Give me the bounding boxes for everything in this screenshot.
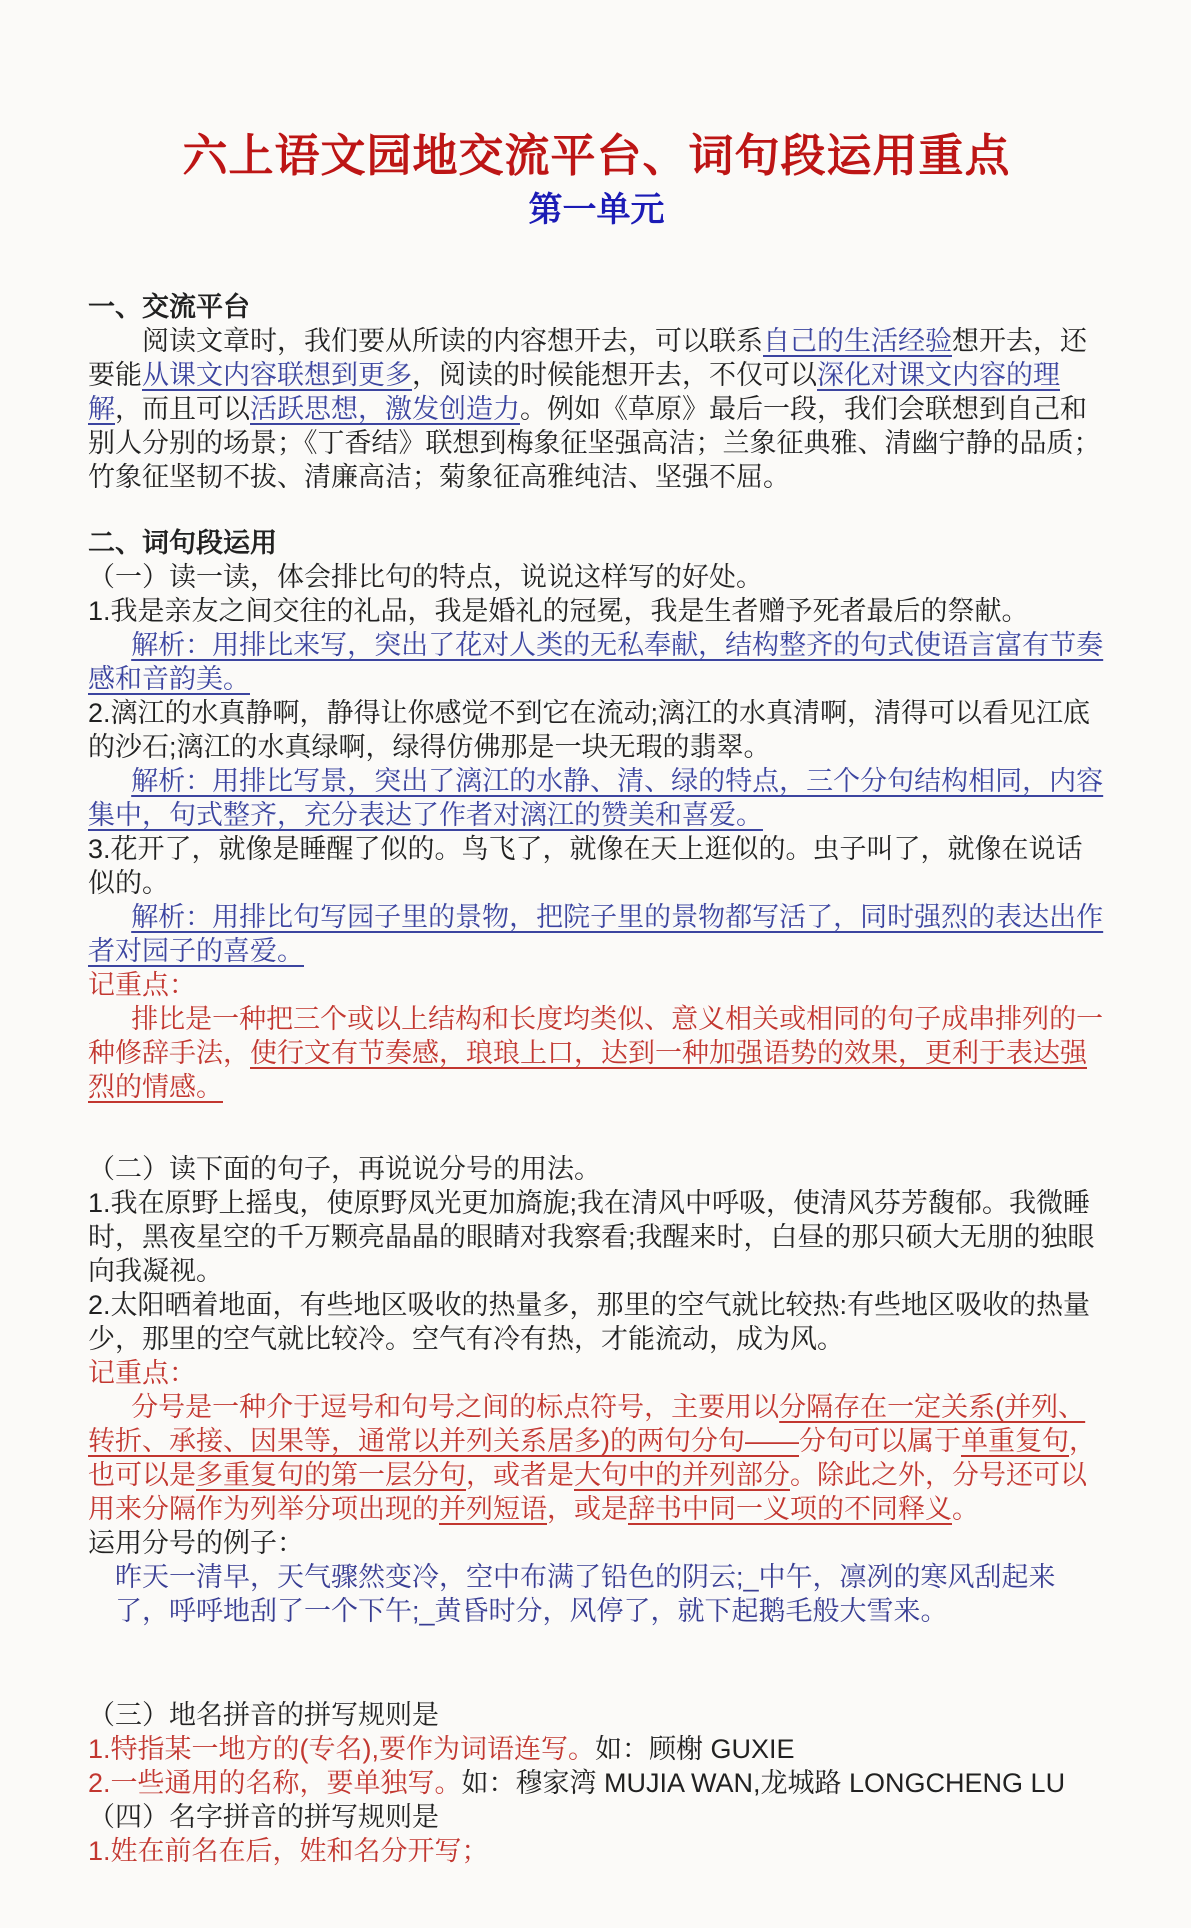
para-semicolon-example bbox=[115, 1560, 1105, 1628]
text-segment: 解析：用排比句写园子里的景物，把院子里的景物都写活了，同时强烈的表达出作者对园子的喜爱。 bbox=[88, 902, 1104, 967]
text-segment: 如：顾榭 GUXIE bbox=[595, 1734, 795, 1765]
text-segment: 如：穆家湾 MUJIA WAN,龙城路 LONGCHENG LU bbox=[461, 1768, 1066, 1799]
item-3-2 bbox=[88, 1766, 1105, 1800]
text-segment: 解析：用排比写景，突出了漓江的水静、清、绿的特点，三个分句结构相同，内容集中，句式整齐，充分表达了作者对漓江的赞美和喜爱。 bbox=[88, 766, 1104, 831]
text-segment: 二、词句段运用 bbox=[88, 528, 277, 559]
text-segment: ，或者是 bbox=[466, 1460, 574, 1491]
para-key-point-1 bbox=[88, 1002, 1105, 1104]
text-segment: 大句中的并列部分 bbox=[574, 1460, 790, 1491]
text-segment: 。 bbox=[952, 1494, 979, 1525]
document-blocks bbox=[88, 290, 1105, 1868]
text-segment: 记重点： bbox=[88, 1358, 196, 1389]
page-subtitle: 第一单元 bbox=[528, 191, 665, 230]
page-title: 六上语文园地交流平台、词句段运用重点 bbox=[182, 130, 1011, 181]
text-segment: 单重复句 bbox=[961, 1426, 1069, 1457]
text-segment: （二）读下面的句子，再说说分号的用法。 bbox=[88, 1154, 601, 1185]
text-segment: 1.我是亲友之间交往的礼品，我是婚礼的冠冕，我是生者赠予死者最后的祭献。 bbox=[88, 596, 1029, 627]
text-segment: ，或是 bbox=[547, 1494, 628, 1525]
text-segment: 昨天一清早，天气骤然变冷，空中布满了铅色的阴云;_中午，凛冽的寒风刮起来了，呼呼地刮了一个下午;_黄昏时分，风停了，就下起鹅毛般大雪来。 bbox=[115, 1562, 1056, 1627]
item-2-1 bbox=[88, 1186, 1105, 1288]
text-segment: 2.太阳晒着地面，有些地区吸收的热量多，那里的空气就比较热:有些地区吸收的热量少，那里的空气就比较冷。空气有冷有热，才能流动，成为风。 bbox=[88, 1290, 1091, 1355]
text-segment: ，而且可以 bbox=[115, 394, 250, 425]
text-segment: 分号是一种介于逗号和句号之间的标点符号，主要用以 bbox=[131, 1392, 780, 1423]
item-2-2 bbox=[88, 1288, 1105, 1356]
subheading-part2 bbox=[88, 1152, 1105, 1186]
text-segment: 深化对课文内容的理解 bbox=[88, 360, 1060, 425]
text-segment: ，阅读的时候能想开去，不仅可以 bbox=[412, 360, 817, 391]
text-segment: 阅读文章时，我们要从所读的内容想开去，可以联系 bbox=[142, 326, 763, 357]
text-segment: 记重点： bbox=[88, 970, 196, 1001]
text-segment: 排比是一种把三个或以上结构和长度均类似、意义相关或相同的句子成串排列的一种修辞手法， bbox=[88, 1004, 1104, 1069]
text-segment: 。除此之外，分号还可以用来分隔作为列举分项出现的 bbox=[88, 1460, 1087, 1525]
text-segment: 使行文有节奏感，琅琅上口，达到一种加强语势的效果，更利于表达强烈的情感。 bbox=[88, 1038, 1087, 1103]
text-segment: ，也可以是 bbox=[88, 1426, 1096, 1491]
text-segment: 2.一些通用的名称，要单独写。 bbox=[88, 1768, 462, 1799]
text-segment: 从课文内容联想到更多 bbox=[142, 360, 412, 391]
para-exchange-platform bbox=[88, 324, 1105, 494]
text-segment: 。例如《草原》最后一段，我们会联想到自己和别人分别的场景；《丁香结》联想到梅象征坚强高洁；兰象征典雅、清幽宁静的品质；竹象征坚韧不拔、清廉高洁；菊象征高雅纯洁、坚强不屈。 bbox=[88, 394, 1101, 493]
item-4-1 bbox=[88, 1834, 1105, 1868]
text-segment: 多重复句的第一层分句 bbox=[196, 1460, 466, 1491]
text-segment: 1.特指某一地方的(专名),要作为词语连写。 bbox=[88, 1734, 596, 1765]
analysis-1-3 bbox=[88, 900, 1105, 968]
text-segment: 并列短语 bbox=[439, 1494, 547, 1525]
text-segment: 1.姓在前名在后，姓和名分开写； bbox=[88, 1836, 489, 1867]
text-segment: 3.花开了，就像是睡醒了似的。鸟飞了，就像在天上逛似的。虫子叫了，就像在说话似的。 bbox=[88, 834, 1083, 899]
analysis-1-1 bbox=[88, 628, 1105, 696]
text-segment: （三）地名拼音的拼写规则是 bbox=[88, 1700, 439, 1731]
subheading-part3 bbox=[88, 1698, 1105, 1732]
item-1-1 bbox=[88, 594, 1105, 628]
text-segment: （一）读一读，体会排比句的特点，说说这样写的好处。 bbox=[88, 562, 763, 593]
text-segment: （四）名字拼音的拼写规则是 bbox=[88, 1802, 439, 1833]
text-segment: 一、交流平台 bbox=[88, 292, 250, 323]
heading-word-sentence bbox=[88, 526, 1105, 560]
label-key-point-1 bbox=[88, 968, 1105, 1002]
text-segment: 活跃思想，激发创造力 bbox=[250, 394, 520, 425]
text-segment: 分隔存在一定关系(并列、转折、承接、因果等，通常以并列关系居多)的两句分句—— bbox=[88, 1392, 1086, 1457]
subheading-part4 bbox=[88, 1800, 1105, 1834]
item-1-3 bbox=[88, 832, 1105, 900]
item-1-2 bbox=[88, 696, 1105, 764]
analysis-1-2 bbox=[88, 764, 1105, 832]
text-segment: 分句可以属于 bbox=[799, 1426, 961, 1457]
text-segment: 1.我在原野上摇曳，使原野凤光更加旖旎;我在清风中呼吸，使清风芬芳馥郁。我微睡时，黑夜星空的千万颗亮晶晶的眼睛对我察看;我醒来时，白昼的那只硕大无朋的独眼向我凝视。 bbox=[88, 1188, 1095, 1287]
item-3-1 bbox=[88, 1732, 1105, 1766]
text-segment: 想开去，还要能 bbox=[88, 326, 1087, 391]
label-semicolon-example bbox=[88, 1526, 1105, 1560]
subheading-part1 bbox=[88, 560, 1105, 594]
heading-exchange-platform bbox=[88, 290, 1105, 324]
text-segment: 2.漓江的水真静啊，静得让你感觉不到它在流动;漓江的水真清啊，清得可以看见江底的沙石;漓江的水真绿啊，绿得仿佛那是一块无瑕的翡翠。 bbox=[88, 698, 1091, 763]
label-key-point-2 bbox=[88, 1356, 1105, 1390]
text-segment: 解析：用排比来写，突出了花对人类的无私奉献，结构整齐的句式使语言富有节奏感和音韵美。 bbox=[88, 630, 1104, 695]
para-key-point-2 bbox=[88, 1390, 1105, 1526]
text-segment: 运用分号的例子： bbox=[88, 1528, 304, 1559]
text-segment: 辞书中同一义项的不同释义 bbox=[628, 1494, 952, 1525]
text-segment: 自己的生活经验 bbox=[763, 326, 952, 357]
